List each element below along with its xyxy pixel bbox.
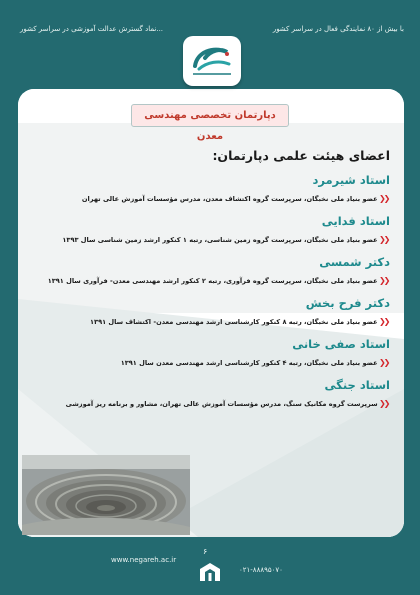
double-chevron-icon: ❯❯ (380, 194, 390, 203)
member-item (26, 168, 390, 206)
member-item (26, 332, 390, 370)
member-description: ❯❯ عضو بنیاد ملی نخبگان، رتبه ۸ کنکور کارشناسی ارشد مهندسی معدن- اکتشاف سال ۱۳۹۱ (26, 315, 390, 329)
member-name: استاد صفی خانی (292, 337, 390, 351)
double-chevron-icon: ❯❯ (380, 358, 390, 367)
member-item (26, 209, 390, 247)
member-name: استاد جنگی (324, 378, 390, 392)
negareh-logo-icon (183, 36, 241, 86)
members-section (26, 148, 390, 414)
double-chevron-icon: ❯❯ (380, 399, 390, 408)
member-name: دکتر شمسی (319, 255, 390, 269)
member-description: ❯❯ عضو بنیاد ملی نخبگان، رتبه ۴ کنکور کارشناسی ارشد مهندسی معدن سال ۱۳۹۱ (26, 356, 390, 370)
page-number: ۶ (203, 547, 208, 556)
member-name: دکتر فرح بخش (305, 296, 390, 310)
open-pit-mine-image (22, 455, 190, 535)
double-chevron-icon: ❯❯ (380, 276, 390, 285)
website-url[interactable]: www.negareh.ac.ir (111, 556, 177, 564)
member-item (26, 250, 390, 288)
header-right-text: با بیش از ۸۰ نمایندگی فعال در سراسر کشور (272, 25, 404, 33)
member-item (26, 373, 390, 411)
member-description: ❯❯ عضو بنیاد ملی نخبگان، سرپرست گروه فرآوری، رتبه ۲ کنکور ارشد مهندسی معدن- فرآوری سال ۱۳۹۱ (26, 274, 390, 288)
department-title: دپارتمان تخصصی مهندسی معدن (131, 104, 289, 127)
member-description: ❯❯ سرپرست گروه مکانیک سنگ، مدرس مؤسسات آموزش عالی تهران، مشاور و برنامه ریز آموزشی (26, 397, 390, 411)
member-item (26, 291, 390, 329)
member-name: استاد شیرمرد (312, 173, 390, 187)
member-description: ❯❯ عضو بنیاد ملی نخبگان، سرپرست گروه زمین شناسی، رتبه ۱ کنکور ارشد زمین شناسی سال ۱۳۹۳ (26, 233, 390, 247)
phone-number: ۰۲۱-۸۸۸۹۵۰۷۰ (239, 566, 283, 574)
double-chevron-icon: ❯❯ (380, 235, 390, 244)
member-name: استاد فدایی (321, 214, 390, 228)
members-heading: اعضای هیئت علمی دپارتمان: (212, 148, 390, 163)
double-chevron-icon: ❯❯ (380, 317, 390, 326)
header-left-text: نماد گسترش عدالت آموزشی در سراسر کشور... (20, 25, 164, 33)
emblem-icon (198, 561, 222, 585)
member-description: ❯❯ عضو بنیاد ملی نخبگان، سرپرست گروه اکتشاف معدن، مدرس مؤسسات آموزش عالی تهران (26, 192, 390, 206)
